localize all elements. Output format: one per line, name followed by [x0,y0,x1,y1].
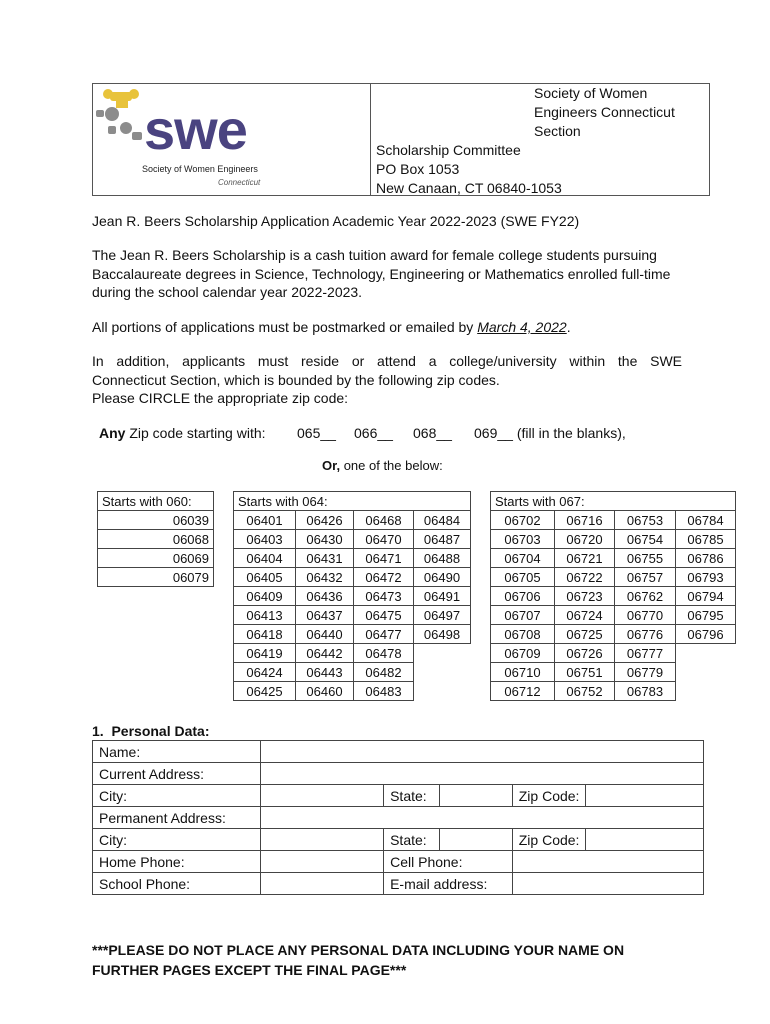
cell-phone-field[interactable] [512,851,703,873]
zip-code[interactable]: 06468 [354,511,414,530]
zip-code[interactable]: 06703 [491,530,555,549]
zip-code[interactable]: 06405 [234,568,296,587]
table-row [491,682,736,701]
deadline-suffix: . [566,319,571,335]
address-line: PO Box 1053 [376,161,460,177]
zip-code[interactable]: 06751 [555,663,615,682]
table-row [234,530,471,549]
state-field[interactable] [439,785,512,807]
state-field[interactable] [439,829,512,851]
zip-code[interactable]: 06716 [555,511,615,530]
org-name-block [534,84,675,141]
zip-code[interactable]: 06442 [296,644,354,663]
state-label: State: [384,829,440,851]
zip-prompt-label: Zip code starting with: [129,425,266,441]
address-line: New Canaan, CT 06840-1053 [376,180,562,196]
table-row [491,606,736,625]
zip-code[interactable]: 06079 [98,568,214,587]
city-field[interactable] [260,829,383,851]
table-row [491,511,736,530]
zip-table-header: Starts with 064: [234,492,471,511]
zip-code[interactable]: 06706 [491,587,555,606]
zip-code[interactable]: 06069 [98,549,214,568]
zip-code-field[interactable] [586,829,704,851]
email-field[interactable] [512,873,703,895]
zip-code[interactable]: 06436 [296,587,354,606]
zip-code[interactable]: 06762 [615,587,676,606]
mailing-address [376,141,562,198]
zip-code[interactable]: 06776 [615,625,676,644]
zip-code[interactable]: 06426 [296,511,354,530]
zip-code[interactable]: 06473 [354,587,414,606]
zip-code[interactable]: 06477 [354,625,414,644]
zip-code[interactable]: 06437 [296,606,354,625]
zip-code[interactable]: 06475 [354,606,414,625]
zip-code[interactable]: 06724 [555,606,615,625]
zip-table-header: Starts with 067: [491,492,736,511]
table-row [234,511,471,530]
personal-data-table [92,740,704,895]
zip-prompt [99,425,266,441]
table-row [491,587,736,606]
school-phone-label: School Phone: [93,873,261,895]
city-field[interactable] [260,785,383,807]
zip-prefix-069[interactable]: 069__ (fill in the blanks), [474,425,626,441]
school-phone-field[interactable] [260,873,383,895]
deadline-date: March 4, 2022 [477,319,567,335]
table-row [93,873,704,895]
zip-code[interactable]: 06482 [354,663,414,682]
zip-code[interactable]: 06779 [615,663,676,682]
zip-code[interactable]: 06722 [555,568,615,587]
zip-code[interactable]: 06491 [414,587,471,606]
zip-code[interactable]: 06707 [491,606,555,625]
name-field[interactable] [260,741,703,763]
zip-code[interactable]: 06770 [615,606,676,625]
zip-code[interactable]: 06720 [555,530,615,549]
zip-code[interactable]: 06419 [234,644,296,663]
residence-line: In addition, applicants must reside or attend a college/university within the SWE [92,353,682,369]
zip-code[interactable]: 06413 [234,606,296,625]
zip-code[interactable]: 06726 [555,644,615,663]
table-row [93,785,704,807]
address-line: Scholarship Committee [376,142,521,158]
zip-code[interactable]: 06712 [491,682,555,701]
zip-code[interactable]: 06784 [676,511,736,530]
zip-code[interactable]: 06470 [354,530,414,549]
org-line: Society of Women [534,85,648,101]
zip-code[interactable]: 06068 [98,530,214,549]
zip-code[interactable]: 06754 [615,530,676,549]
intro-paragraph: The Jean R. Beers Scholarship is a cash tuition award for female college students pursuing Baccalaureate degrees in Science, Technology, Engineering or Mathematics enrolled full-time during the school calendar year 2022-2023. [92,247,671,300]
zip-code[interactable]: 06490 [414,568,471,587]
zip-code[interactable]: 06487 [414,530,471,549]
zip-table-067 [490,491,736,701]
permanent-address-field[interactable] [260,807,703,829]
zip-code[interactable]: 06472 [354,568,414,587]
zip-code[interactable]: 06403 [234,530,296,549]
table-row [491,530,736,549]
zip-code[interactable]: 06786 [676,549,736,568]
org-line: Engineers Connecticut [534,104,675,120]
table-row [491,568,736,587]
zip-code[interactable]: 06483 [354,682,414,701]
cell-phone-label: Cell Phone: [384,851,513,873]
deadline-sentence [92,318,692,337]
permanent-address-label: Permanent Address: [93,807,261,829]
personal-data-heading: 1. Personal Data: [92,723,210,739]
header-divider [370,83,371,196]
zip-code[interactable]: 06460 [296,682,354,701]
zip-code[interactable]: 06443 [296,663,354,682]
zip-code[interactable]: 06725 [555,625,615,644]
zip-code[interactable]: 06755 [615,549,676,568]
table-row [491,663,736,682]
zip-code[interactable]: 06704 [491,549,555,568]
zip-code[interactable]: 06497 [414,606,471,625]
zip-code[interactable]: 06401 [234,511,296,530]
zip-code[interactable]: 06471 [354,549,414,568]
zip-code[interactable]: 06432 [296,568,354,587]
logo-section: Connecticut [218,178,261,187]
zip-code[interactable]: 06440 [296,625,354,644]
zip-table-060 [97,491,214,587]
empty-cell [676,663,736,682]
zip-code[interactable]: 06409 [234,587,296,606]
table-row [93,807,704,829]
table-row [93,763,704,785]
table-row [491,644,736,663]
zip-or-bold: Or, [322,458,341,473]
table-row [234,568,471,587]
zip-code[interactable]: 06039 [98,511,214,530]
table-row [234,625,471,644]
zip-prefix-068[interactable]: 068__ [413,425,452,441]
table-row [234,682,471,701]
application-title: Jean R. Beers Scholarship Application Academic Year 2022-2023 (SWE FY22) [92,213,580,229]
zip-code[interactable]: 06488 [414,549,471,568]
residence-line: Please CIRCLE the appropriate zip code: [92,390,349,406]
notice-line: FURTHER PAGES EXCEPT THE FINAL PAGE*** [92,962,407,978]
table-row [491,625,736,644]
empty-cell [414,644,471,663]
current-address-label: Current Address: [93,763,261,785]
zip-code[interactable]: 06752 [555,682,615,701]
zip-prefix-065[interactable]: 065__ [297,425,336,441]
zip-prefix-066[interactable]: 066__ [354,425,393,441]
zip-code[interactable]: 06710 [491,663,555,682]
logo-org-name: Society of Women Engineers [142,164,258,174]
email-label: E-mail address: [384,873,513,895]
table-row [491,549,736,568]
deadline-prefix: All portions of applications must be postmarked or emailed by [92,319,478,335]
zip-code[interactable]: 06777 [615,644,676,663]
privacy-notice [92,940,624,980]
zip-code-label: Zip Code: [512,829,586,851]
state-label: State: [384,785,440,807]
notice-line: ***PLEASE DO NOT PLACE ANY PERSONAL DATA INCLUDING YOUR NAME ON [92,942,625,958]
zip-code[interactable]: 06478 [354,644,414,663]
empty-cell [676,644,736,663]
zip-code[interactable]: 06498 [414,625,471,644]
zip-prompt-any: Any [99,425,126,441]
residence-line: Connecticut Section, which is bounded by the following zip codes. [92,371,500,388]
zip-code[interactable]: 06705 [491,568,555,587]
zip-code[interactable]: 06785 [676,530,736,549]
table-row [234,587,471,606]
zip-code[interactable]: 06796 [676,625,736,644]
zip-code[interactable]: 06430 [296,530,354,549]
table-row [93,741,704,763]
zip-table-header: Starts with 060: [98,492,214,511]
table-row [93,851,704,873]
empty-cell [414,663,471,682]
zip-code[interactable]: 06794 [676,587,736,606]
zip-code[interactable]: 06795 [676,606,736,625]
zip-code[interactable]: 06757 [615,568,676,587]
zip-code[interactable]: 06418 [234,625,296,644]
empty-cell [414,682,471,701]
residence-paragraph [92,352,682,408]
city-label: City: [93,829,261,851]
current-address-field[interactable] [260,763,703,785]
zip-code-field[interactable] [586,785,704,807]
zip-code[interactable]: 06721 [555,549,615,568]
home-phone-field[interactable] [260,851,383,873]
zip-code[interactable]: 06425 [234,682,296,701]
zip-code[interactable]: 06708 [491,625,555,644]
home-phone-label: Home Phone: [93,851,261,873]
zip-code[interactable]: 06793 [676,568,736,587]
empty-cell [676,682,736,701]
table-row [234,549,471,568]
zip-code[interactable]: 06702 [491,511,555,530]
zip-or-rest: one of the below: [340,458,443,473]
zip-table-064 [233,491,471,701]
table-row [93,829,704,851]
org-line: Section [534,123,581,139]
logo-wordmark: swe [144,98,247,161]
name-label: Name: [93,741,261,763]
zip-code[interactable]: 06709 [491,644,555,663]
zip-or-line [322,458,443,473]
zip-code[interactable]: 06753 [615,511,676,530]
zip-code[interactable]: 06424 [234,663,296,682]
zip-code[interactable]: 06484 [414,511,471,530]
zip-code[interactable]: 06404 [234,549,296,568]
city-label: City: [93,785,261,807]
zip-code-label: Zip Code: [512,785,586,807]
table-row [234,606,471,625]
zip-code[interactable]: 06783 [615,682,676,701]
zip-code[interactable]: 06723 [555,587,615,606]
zip-code[interactable]: 06431 [296,549,354,568]
table-row [234,644,471,663]
table-row [234,663,471,682]
swe-logo [96,88,266,192]
